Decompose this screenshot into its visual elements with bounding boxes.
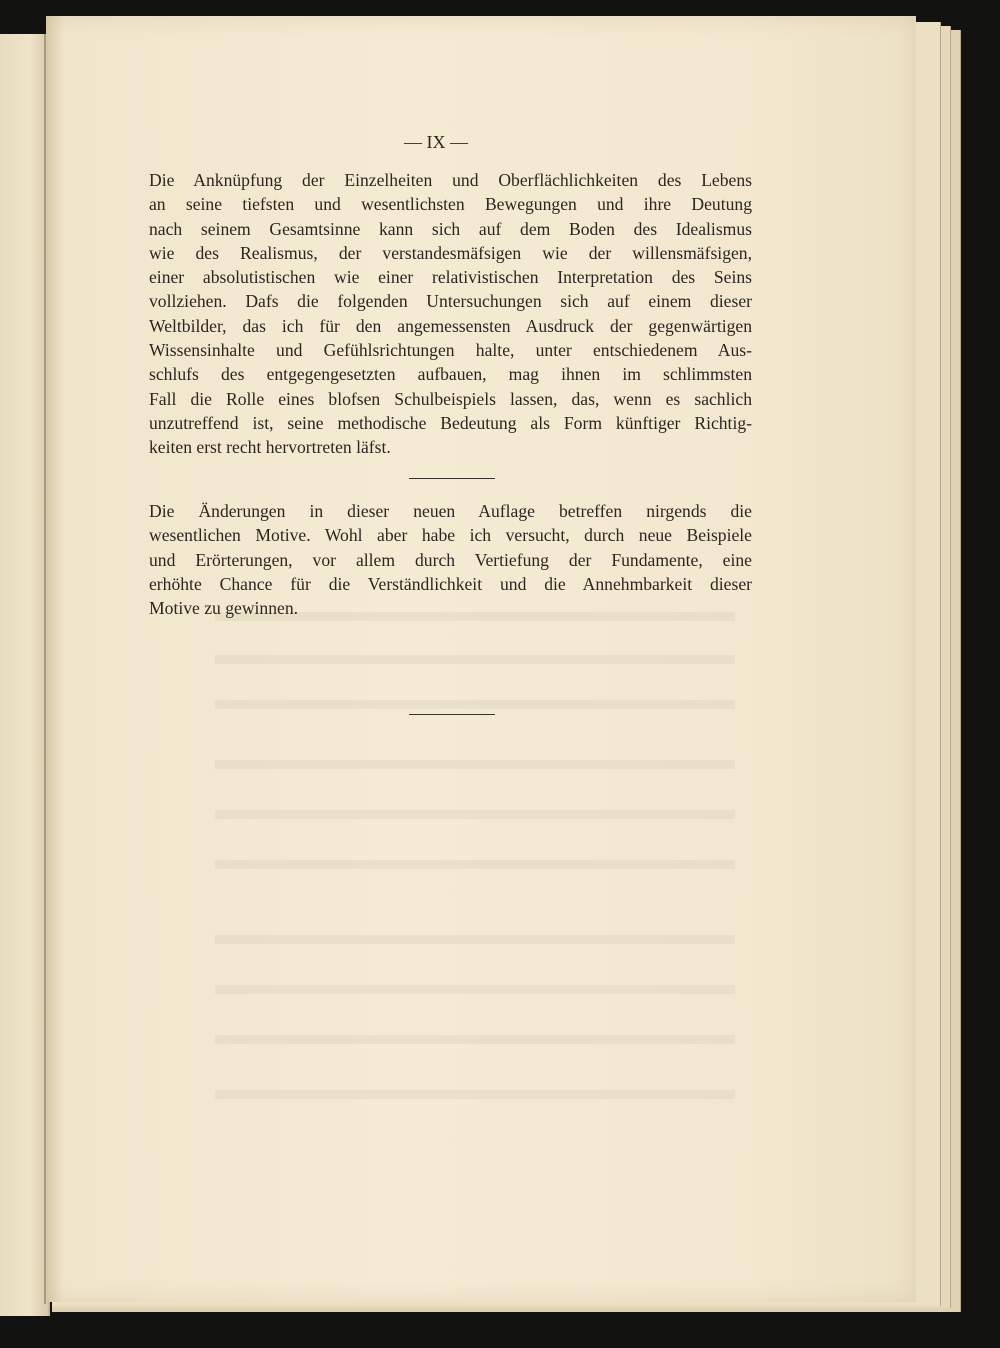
paragraph-1 xyxy=(149,168,752,460)
show-through xyxy=(215,860,735,869)
show-through xyxy=(215,1035,735,1044)
text-line: an seine tiefsten und wesentlichsten Bewegungen und ihre Deutung xyxy=(149,194,752,215)
text-line: erhöhte Chance für die Verständlichkeit und die Annehmbarkeit dieser xyxy=(149,573,752,594)
text-line: Die Änderungen in dieser neuen Auflage betreffen nirgends die xyxy=(149,501,752,521)
text-line: vollziehen. Dafs die folgenden Untersuchungen sich auf einem dieser xyxy=(149,291,752,312)
text-line: und Erörterungen, vor allem durch Vertiefung der Fundamente, eine xyxy=(149,549,752,570)
paragraph-2 xyxy=(149,499,752,620)
text-line: Fall die Rolle eines blofsen Schulbeispiels lassen, das, wenn es sachlich xyxy=(149,388,752,409)
text-line: Motive zu gewinnen. xyxy=(149,598,299,619)
text-line: schlufs des entgegengesetzten aufbauen, mag ihnen im schlimmsten xyxy=(149,364,752,385)
page-number: — IX — xyxy=(404,132,468,152)
gutter-shadow xyxy=(44,34,46,1304)
show-through xyxy=(215,655,735,664)
text-line: nach seinem Gesamtsinne kann sich auf dem Boden des Idealismus xyxy=(149,218,752,239)
text-line: Die Anknüpfung der Einzelheiten und Oberflächlichkeiten des Lebens xyxy=(149,170,752,190)
text-line: unzutreffend ist, seine methodische Bedeutung als Form künftiger Richtig- xyxy=(149,412,752,433)
text-line: einer absolutistischen wie einer relativistischen Interpretation des Seins xyxy=(149,267,752,288)
facing-page-edge xyxy=(0,34,50,1316)
text-line: keiten erst recht hervortreten läfst. xyxy=(149,437,391,458)
end-divider xyxy=(409,714,495,715)
section-divider xyxy=(409,478,495,479)
text-line: wie des Realismus, der verstandesmäfsigen wie der willensmäfsigen, xyxy=(149,242,752,263)
text-line: Weltbilder, das ich für den angemessensten Ausdruck der gegenwärtigen xyxy=(149,315,752,336)
text-line: Wissensinhalte und Gefühlsrichtungen halte, unter entschiedenem Aus- xyxy=(149,340,752,361)
show-through xyxy=(215,1090,735,1099)
show-through xyxy=(215,935,735,944)
show-through xyxy=(215,985,735,994)
show-through xyxy=(215,810,735,819)
show-through xyxy=(215,700,735,709)
text-line: wesentlichen Motive. Wohl aber habe ich versucht, durch neue Beispiele xyxy=(149,525,752,546)
show-through xyxy=(215,760,735,769)
